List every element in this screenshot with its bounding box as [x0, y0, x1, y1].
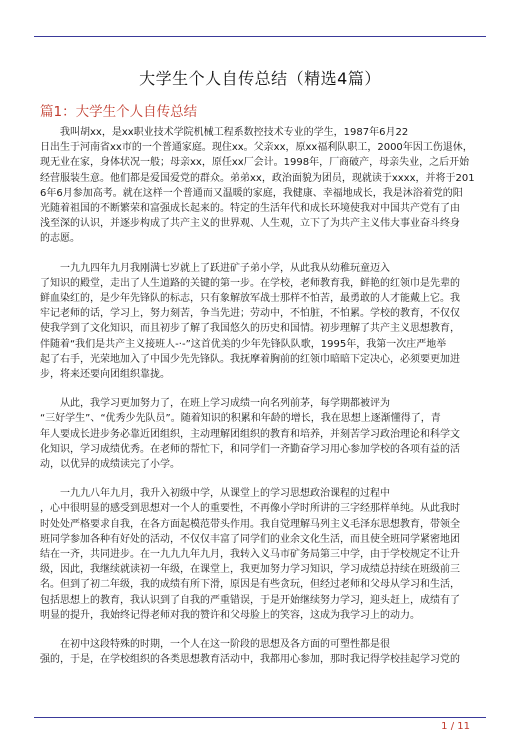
paragraph-2: 一九九四年九月我刚满七岁就上了跃进矿子弟小学，从此我从幼稚玩童迈入 了知识的殿堂，走出了人生道路的关键的第一步。在学校，老师教育我，鲜艳的红领巾是先辈的 鲜血染红的，是少年先锋队的标志，只有象解放军战士那样不怕苦，最勇敢的人才能戴上它。我 牢记老师的话，学习上，努力刻苦，争当先进；劳动中，不怕脏，不怕累。学校的教育，不仅仅 使我学到了文化知识，而且初步了解了我国悠久的历史和国情。初步理解了共产主义思想教育， 伴随着“我们是共产主义接班人-·-”这首优美的少年先锋队队歌，1995年，我第一次庄严地举 起了右手，光荣地加入了中国少先先锋队。我抚摩着胸前的红领巾暗暗下定决心，必须要更加进 步，将来还要向团组织靠拢。	[40, 262, 460, 381]
footer-rule	[34, 717, 486, 718]
section-heading: 篇1：大学生个人自传总结	[40, 104, 198, 120]
document-body	[40, 125, 488, 682]
paragraph-3: 从此，我学习更加努力了，在班上学习成绩一向名列前茅，每学期都被评为 “三好学生”、“优秀少先队员”。随着知识的积累和年龄的增长，我在思想上逐渐懂得了，青 年人要成长进步务必靠近团组织，主动理解团组织的教育和培养，并刻苦学习政治理论和科学文 化知识，学习成绩优秀。在老师的帮忙下，和同学们一齐勤奋学习用心参加学校的各项有益的活 动，以优异的成绩读完了小学。	[40, 398, 460, 471]
paragraph-1: 我叫胡xx，是xx职业技术学院机械工程系数控技术专业的学生，1987年6月22 日出生于河南省xx市的一个普通家庭。现住xx。父亲xx，原xx福利队职工，2000年因工伤退休， 现无业在家，身体状况一般；母亲xx，原任xx厂会计。1998年，厂商破产，母亲失业，之后开始 经营服装生意。他们都是爱国爱党的群众。弟弟xx，政治面貌为团员，现就读于xxxx，并将于201 6年6月参加高考。就在这样一个普通而又温暖的家庭，我健康、幸福地成长，我是沐浴着党的阳 光随着祖国的不断繁荣和富强成长起来的。特定的生活年代和成长环境使我对中国共产党有了由 浅至深的认识，并逐步构成了共产主义的世界观、人生观，立下了为共产主义伟大事业奋斗终身 的志愿。	[40, 127, 475, 245]
paragraph-5: 在初中这段特殊的时期，一个人在这一阶段的思想及各方面的可塑性都是很 强的，于是，在学校组织的各类思想教育活动中，我都用心参加，那时我记得学校挂起学习党的	[40, 639, 460, 666]
document-title: 大学生个人自传总结（精选4篇）	[139, 69, 381, 88]
page-number: 1 / 11	[441, 721, 470, 732]
header-rule	[34, 36, 486, 37]
paragraph-4: 一九九八年九月，我升入初级中学，从课堂上的学习思想政治课程的过程中 ，心中很明显的感受到思想对一个人的重要性，不再像小学时所讲的三字经那样单纯。从此我时 时处处严格要求自我，在各方面起模范带头作用。我自觉理解马列主义毛泽东思想教育，带领全 班同学参加各种有好处的活动，不仅仅丰富了同学们的业余文化生活，而且使全班同学紧密地团 结在一齐，共同进步。在一九九九年九月，我转入义马市矿务局第三中学，由于学校规定不让升 级，因此，我继续就读初一年级，在课堂上，我更加努力学习知识，学习成绩总持续在班级前三 名。但到了初二年级，我的成绩有所下滑，原因是有些贪玩，但经过老师和父母从学习和生活， 包括思想上的教育，我认识到了自我的严重错误，于是开始继续努力学习，迎头赶上，成绩有了 明显的提升，我始终记得老师对我的赞许和父母脸上的笑容，这成为我学习上的动力。	[40, 488, 460, 621]
